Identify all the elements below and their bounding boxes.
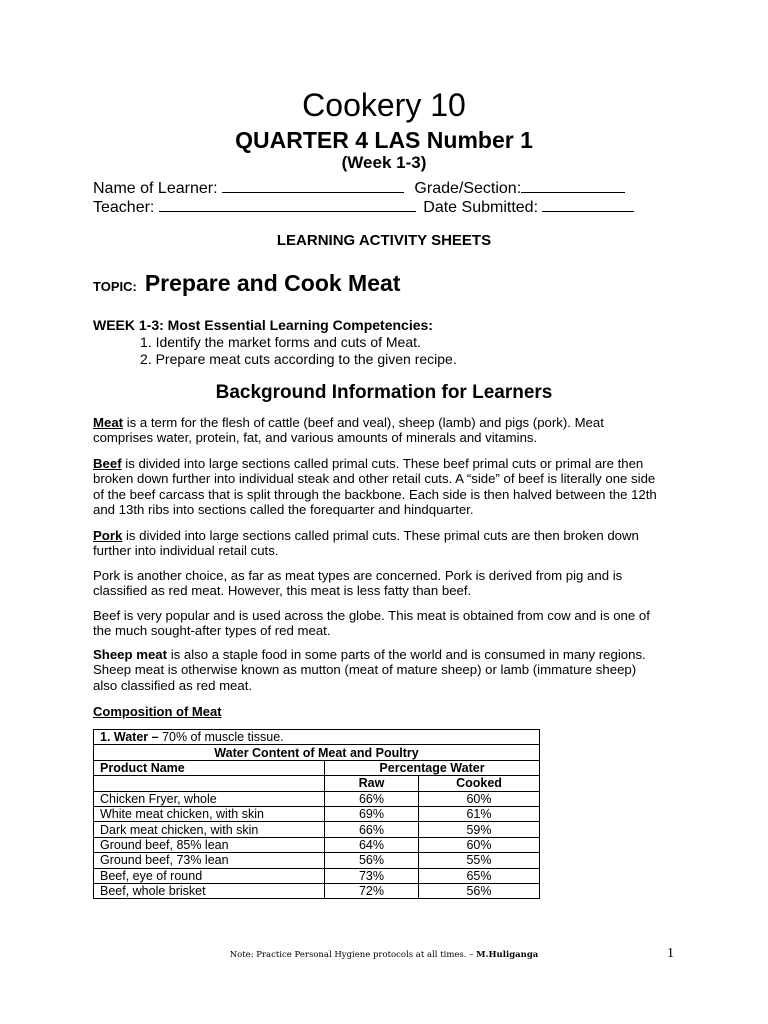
document-title: Cookery 10 (302, 87, 466, 123)
product-name: Dark meat chicken, with skin (94, 822, 325, 837)
teacher-field[interactable] (159, 197, 416, 212)
page-number: 1 (667, 946, 674, 961)
learner-grade-line (93, 178, 625, 199)
competencies-heading: WEEK 1-3: Most Essential Learning Competencies: (93, 317, 433, 333)
teacher-date-line (93, 197, 634, 218)
raw-value: 72% (325, 883, 419, 898)
product-name: Chicken Fryer, whole (94, 791, 325, 806)
competency-item: 1. Identify the market forms and cuts of Meat. (140, 334, 421, 350)
document-subtitle: QUARTER 4 LAS Number 1 (235, 127, 533, 153)
footer-note (0, 950, 768, 960)
footer-note-text: Note: Practice Personal Hygiene protocols at all times. – (229, 950, 477, 960)
raw-value: 66% (325, 791, 419, 806)
las-heading: LEARNING ACTIVITY SHEETS (276, 232, 492, 249)
header-row (94, 760, 540, 775)
beef-paragraph (93, 456, 663, 518)
product-name: Beef, eye of round (94, 868, 325, 883)
competency-item: 2. Prepare meat cuts according to the given recipe. (140, 351, 457, 367)
topic-label: TOPIC: (93, 279, 137, 294)
subheader-row (94, 776, 540, 791)
table-title: Water Content of Meat and Poultry (94, 745, 540, 760)
cooked-value: 59% (419, 822, 540, 837)
product-name: Beef, whole brisket (94, 883, 325, 898)
meat-term: Meat (93, 415, 124, 430)
teacher-label: Teacher: (93, 199, 155, 216)
water-label: 1. Water – (100, 730, 159, 745)
table-row (94, 853, 540, 868)
footer-author: M.Huliganga (476, 950, 539, 960)
product-name: Ground beef, 85% lean (94, 837, 325, 852)
col-percentage-water: Percentage Water (325, 760, 540, 775)
table-row (94, 806, 540, 821)
sheep-text: is also a staple food in some parts of the world and is consumed in many regions. Sheep meat is otherwise known as mutton (meat of mature sheep) or lamb (immature sheep) also classified as red meat. (93, 647, 646, 693)
raw-value: 69% (325, 806, 419, 821)
pork-text: is divided into large sections called primal cuts. These primal cuts are then broken down further into individual retail cuts. (93, 528, 639, 559)
beef-text: is divided into large sections called primal cuts. These beef primal cuts or primal are then broken down further into individual steak and other retail cuts. A “side” of beef is literally one side of the beef carcass that is split through the backbone. Each side is then halved between the 12th and 13th ribs into sections called the forequarter and hindquarter. (93, 456, 657, 518)
sheep-term: Sheep meat (93, 647, 168, 662)
water-row (94, 730, 540, 745)
pork-term: Pork (93, 528, 123, 543)
table-row (94, 868, 540, 883)
topic-line (93, 270, 400, 297)
product-name: Ground beef, 73% lean (94, 853, 325, 868)
meat-text: is a term for the flesh of cattle (beef and veal), sheep (lamb) and pigs (pork). Meat comprises water, protein, fat, and various amounts of minerals and vitamins. (93, 415, 604, 446)
table-title-row (94, 745, 540, 760)
cooked-value: 55% (419, 853, 540, 868)
composition-heading: Composition of Meat (93, 704, 222, 719)
name-of-learner-field[interactable] (222, 178, 404, 193)
date-submitted-label: Date Submitted: (423, 199, 539, 216)
water-cell (94, 730, 540, 745)
beef-paragraph-2: Beef is very popular and is used across the globe. This meat is obtained from cow and is one of the much sought-after types of red meat. (93, 608, 650, 639)
table-row (94, 883, 540, 898)
col-cooked: Cooked (419, 776, 540, 791)
raw-value: 73% (325, 868, 419, 883)
water-content-table (93, 729, 540, 899)
name-of-learner-label: Name of Learner: (93, 180, 218, 197)
water-text: 70% of muscle tissue. (158, 730, 284, 745)
cooked-value: 60% (419, 837, 540, 852)
raw-value: 66% (325, 822, 419, 837)
cooked-value: 61% (419, 806, 540, 821)
cooked-value: 60% (419, 791, 540, 806)
sheep-paragraph (93, 647, 663, 693)
table-row (94, 837, 540, 852)
table-row (94, 822, 540, 837)
table-row (94, 791, 540, 806)
pork-paragraph-2: Pork is another choice, as far as meat types are concerned. Pork is derived from pig and is classified as red meat. However, this meat is less fatty than beef. (93, 568, 623, 599)
col-product-name: Product Name (94, 760, 325, 775)
week-label: (Week 1-3) (341, 153, 427, 172)
meat-paragraph (93, 415, 663, 446)
topic-title: Prepare and Cook Meat (144, 270, 401, 296)
raw-value: 56% (325, 853, 419, 868)
col-raw: Raw (325, 776, 419, 791)
raw-value: 64% (325, 837, 419, 852)
grade-section-field[interactable] (521, 178, 625, 193)
pork-paragraph (93, 528, 663, 559)
grade-section-label: Grade/Section: (414, 180, 522, 197)
product-name: White meat chicken, with skin (94, 806, 325, 821)
date-submitted-field[interactable] (542, 197, 634, 212)
empty-header-cell (94, 776, 325, 791)
beef-term: Beef (93, 456, 122, 471)
background-heading: Background Information for Learners (215, 382, 553, 403)
cooked-value: 56% (419, 883, 540, 898)
cooked-value: 65% (419, 868, 540, 883)
